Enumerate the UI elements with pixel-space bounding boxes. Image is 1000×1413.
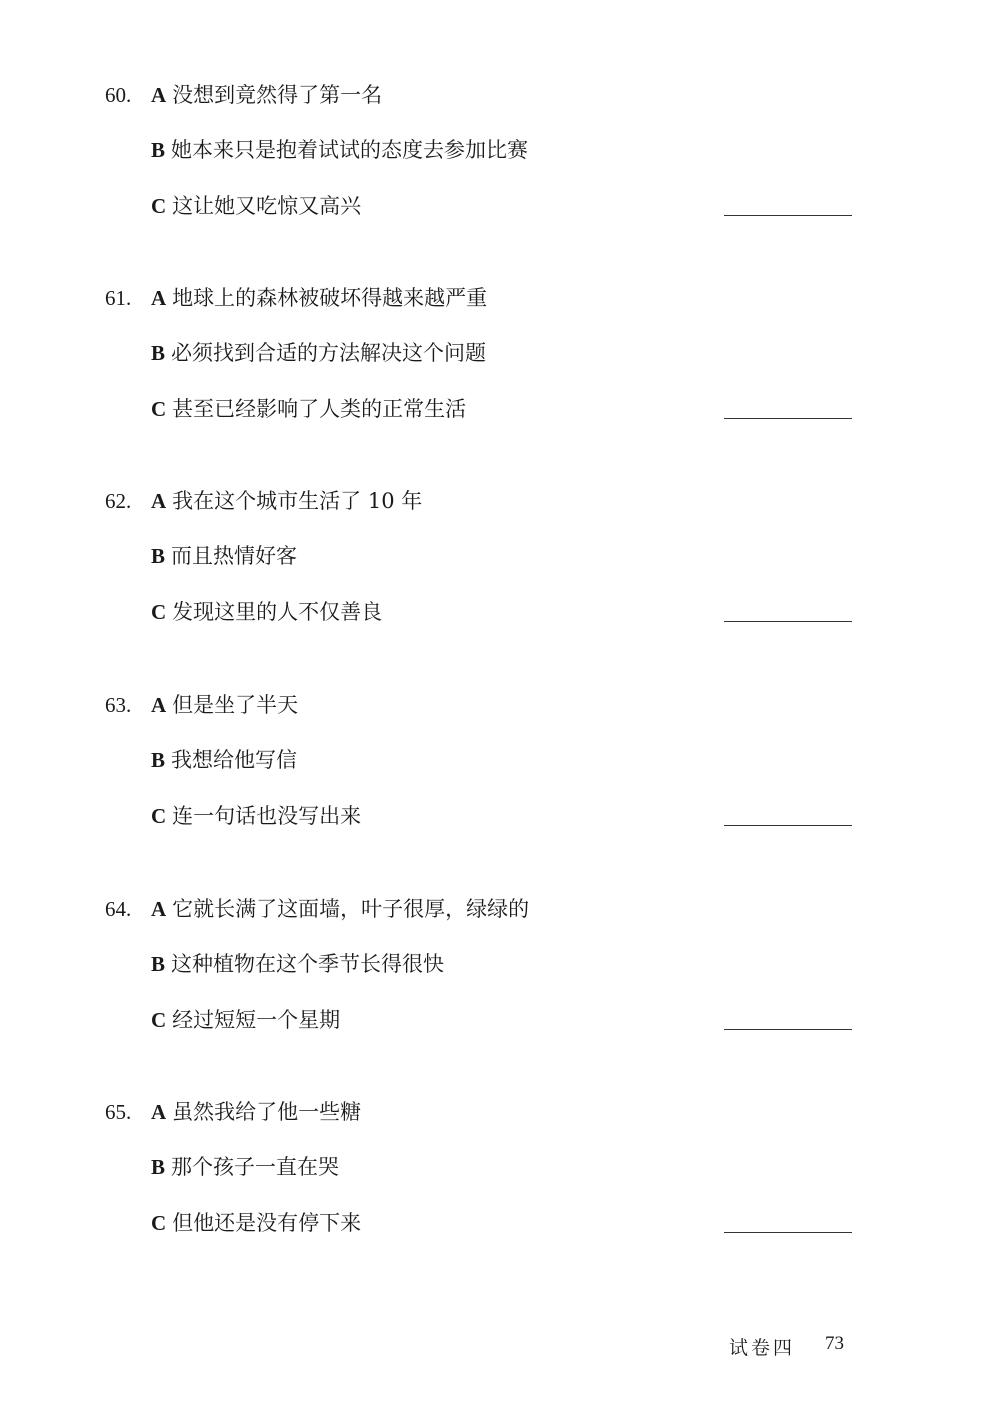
- option-text: 但是坐了半天: [172, 693, 299, 717]
- answer-blank[interactable]: [724, 215, 852, 216]
- option-letter: C: [151, 600, 167, 624]
- option-letter: C: [151, 1211, 167, 1235]
- option-c: [151, 396, 466, 422]
- option-letter: A: [151, 897, 167, 921]
- question-63: [0, 692, 1000, 862]
- option-letter: A: [151, 1100, 167, 1124]
- option-text: 必须找到合适的方法解决这个问题: [171, 341, 487, 365]
- option-c: [151, 1007, 340, 1033]
- option-b: [151, 1154, 339, 1180]
- question-number: 63.: [105, 693, 132, 717]
- option-text: 发现这里的人不仅善良: [172, 600, 383, 624]
- option-c: [151, 1210, 361, 1236]
- option-letter: B: [151, 544, 166, 568]
- option-text: 这种植物在这个季节长得很快: [171, 952, 445, 976]
- answer-blank[interactable]: [724, 1029, 852, 1030]
- option-c: [151, 803, 361, 829]
- option-text: 但他还是没有停下来: [172, 1211, 362, 1235]
- option-text: 而且热情好客: [171, 544, 298, 568]
- option-b: [151, 951, 444, 977]
- question-number: 62.: [105, 489, 132, 513]
- option-letter: A: [151, 83, 167, 107]
- option-b: [151, 137, 528, 163]
- option-c: [151, 599, 382, 625]
- option-letter: B: [151, 952, 166, 976]
- option-letter: A: [151, 286, 167, 310]
- option-a: [151, 692, 298, 718]
- option-a: [151, 285, 487, 311]
- answer-blank[interactable]: [724, 621, 852, 622]
- option-b: [151, 543, 297, 569]
- option-letter: B: [151, 341, 166, 365]
- option-letter: C: [151, 1008, 167, 1032]
- option-text: 我想给他写信: [171, 748, 298, 772]
- question-65: [0, 1099, 1000, 1269]
- option-text: 虽然我给了他一些糖: [172, 1100, 362, 1124]
- option-text: 甚至已经影响了人类的正常生活: [172, 397, 467, 421]
- option-text: 这让她又吃惊又高兴: [172, 194, 362, 218]
- option-text: 没想到竟然得了第一名: [172, 83, 383, 107]
- option-letter: B: [151, 138, 166, 162]
- option-text: 连一句话也没写出来: [172, 804, 362, 828]
- question-number: 64.: [105, 897, 132, 921]
- option-text: 她本来只是抱着试试的态度去参加比赛: [171, 138, 529, 162]
- option-b: [151, 340, 486, 366]
- question-61: [0, 285, 1000, 455]
- option-letter: C: [151, 397, 167, 421]
- answer-blank[interactable]: [724, 1232, 852, 1233]
- answer-blank[interactable]: [724, 825, 852, 826]
- option-text: 那个孩子一直在哭: [171, 1155, 340, 1179]
- option-letter: C: [151, 194, 167, 218]
- option-letter: B: [151, 1155, 166, 1179]
- option-c: [151, 193, 361, 219]
- option-text: 地球上的森林被破坏得越来越严重: [172, 286, 488, 310]
- option-text: 它就长满了这面墙，叶子很厚，绿绿的: [172, 897, 530, 921]
- option-text: 经过短短一个星期: [172, 1008, 341, 1032]
- option-letter: C: [151, 804, 167, 828]
- question-62: [0, 488, 1000, 658]
- option-a: [151, 82, 382, 108]
- question-64: [0, 896, 1000, 1066]
- question-number: 65.: [105, 1100, 132, 1124]
- option-letter: A: [151, 489, 167, 513]
- option-a: [151, 1099, 361, 1125]
- paper-label: 试卷四: [729, 1337, 796, 1359]
- question-60: [0, 82, 1000, 252]
- option-text: 我在这个城市生活了 10 年: [172, 489, 423, 513]
- option-letter: B: [151, 748, 166, 772]
- option-a: [151, 488, 422, 514]
- question-number: 60.: [105, 83, 132, 107]
- option-a: [151, 896, 529, 922]
- answer-blank[interactable]: [724, 418, 852, 419]
- page-number: 73: [825, 1333, 844, 1354]
- option-letter: A: [151, 693, 167, 717]
- question-number: 61.: [105, 286, 132, 310]
- option-b: [151, 747, 297, 773]
